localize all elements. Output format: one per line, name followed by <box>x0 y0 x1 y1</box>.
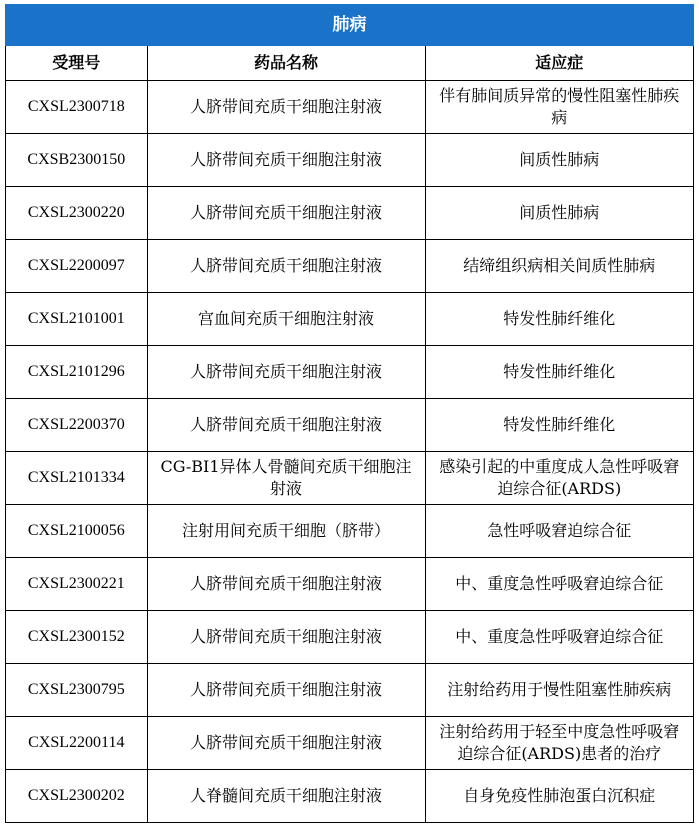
drug-name-cell: 人脐带间充质干细胞注射液 <box>147 81 425 134</box>
table-row <box>6 558 694 611</box>
indication-cell: 间质性肺病 <box>425 187 693 240</box>
table-row <box>6 664 694 717</box>
acceptance-number-cell: CXSL2101001 <box>6 293 148 346</box>
table-row <box>6 505 694 558</box>
acceptance-number-cell: CXSL2300718 <box>6 81 148 134</box>
header-acceptance-number: 受理号 <box>6 46 148 81</box>
header-drug-name: 药品名称 <box>147 46 425 81</box>
drug-name-cell: 人脐带间充质干细胞注射液 <box>147 134 425 187</box>
header-indication: 适应症 <box>425 46 693 81</box>
drug-name-cell: 人脐带间充质干细胞注射液 <box>147 717 425 770</box>
acceptance-number-cell: CXSL2300220 <box>6 187 148 240</box>
table-row <box>6 346 694 399</box>
acceptance-number-cell: CXSL2101334 <box>6 452 148 505</box>
drug-name-cell: 人脐带间充质干细胞注射液 <box>147 187 425 240</box>
indication-cell: 伴有肺间质异常的慢性阻塞性肺疾病 <box>425 81 693 134</box>
acceptance-number-cell: CXSL2300152 <box>6 611 148 664</box>
indication-cell: 感染引起的中重度成人急性呼吸窘迫综合征(ARDS) <box>425 452 693 505</box>
acceptance-number-cell: CXSB2300150 <box>6 134 148 187</box>
table-row <box>6 452 694 505</box>
table-title: 肺病 <box>6 5 694 46</box>
indication-cell: 中、重度急性呼吸窘迫综合征 <box>425 611 693 664</box>
drug-name-cell: 人脐带间充质干细胞注射液 <box>147 399 425 452</box>
drug-name-cell: 注射用间充质干细胞（脐带） <box>147 505 425 558</box>
table-row <box>6 187 694 240</box>
drug-name-cell: 人脐带间充质干细胞注射液 <box>147 346 425 399</box>
acceptance-number-cell: CXSL2200097 <box>6 240 148 293</box>
table-row <box>6 134 694 187</box>
acceptance-number-cell: CXSL2200370 <box>6 399 148 452</box>
acceptance-number-cell: CXSL2200114 <box>6 717 148 770</box>
table-row <box>6 611 694 664</box>
acceptance-number-cell: CXSL2100056 <box>6 505 148 558</box>
table-row <box>6 240 694 293</box>
table-header-row <box>6 46 694 81</box>
acceptance-number-cell: CXSL2101296 <box>6 346 148 399</box>
drug-name-cell: 人脐带间充质干细胞注射液 <box>147 558 425 611</box>
indication-cell: 注射给药用于慢性阻塞性肺疾病 <box>425 664 693 717</box>
indication-cell: 结缔组织病相关间质性肺病 <box>425 240 693 293</box>
indication-cell: 注射给药用于轻至中度急性呼吸窘迫综合征(ARDS)患者的治疗 <box>425 717 693 770</box>
acceptance-number-cell: CXSL2300202 <box>6 770 148 823</box>
indication-cell: 中、重度急性呼吸窘迫综合征 <box>425 558 693 611</box>
indication-cell: 特发性肺纤维化 <box>425 346 693 399</box>
drug-name-cell: 人脐带间充质干细胞注射液 <box>147 611 425 664</box>
drug-name-cell: 人脐带间充质干细胞注射液 <box>147 240 425 293</box>
indication-cell: 特发性肺纤维化 <box>425 399 693 452</box>
table-row <box>6 293 694 346</box>
table-row <box>6 770 694 823</box>
drug-name-cell: CG-BI1异体人骨髓间充质干细胞注射液 <box>147 452 425 505</box>
lung-disease-table <box>5 4 694 823</box>
drug-name-cell: 人脊髓间充质干细胞注射液 <box>147 770 425 823</box>
table-row <box>6 399 694 452</box>
acceptance-number-cell: CXSL2300795 <box>6 664 148 717</box>
indication-cell: 急性呼吸窘迫综合征 <box>425 505 693 558</box>
table-container <box>5 4 694 823</box>
drug-name-cell: 宫血间充质干细胞注射液 <box>147 293 425 346</box>
drug-name-cell: 人脐带间充质干细胞注射液 <box>147 664 425 717</box>
table-row <box>6 717 694 770</box>
acceptance-number-cell: CXSL2300221 <box>6 558 148 611</box>
indication-cell: 间质性肺病 <box>425 134 693 187</box>
indication-cell: 特发性肺纤维化 <box>425 293 693 346</box>
table-title-row <box>6 5 694 46</box>
indication-cell: 自身免疫性肺泡蛋白沉积症 <box>425 770 693 823</box>
table-row <box>6 81 694 134</box>
